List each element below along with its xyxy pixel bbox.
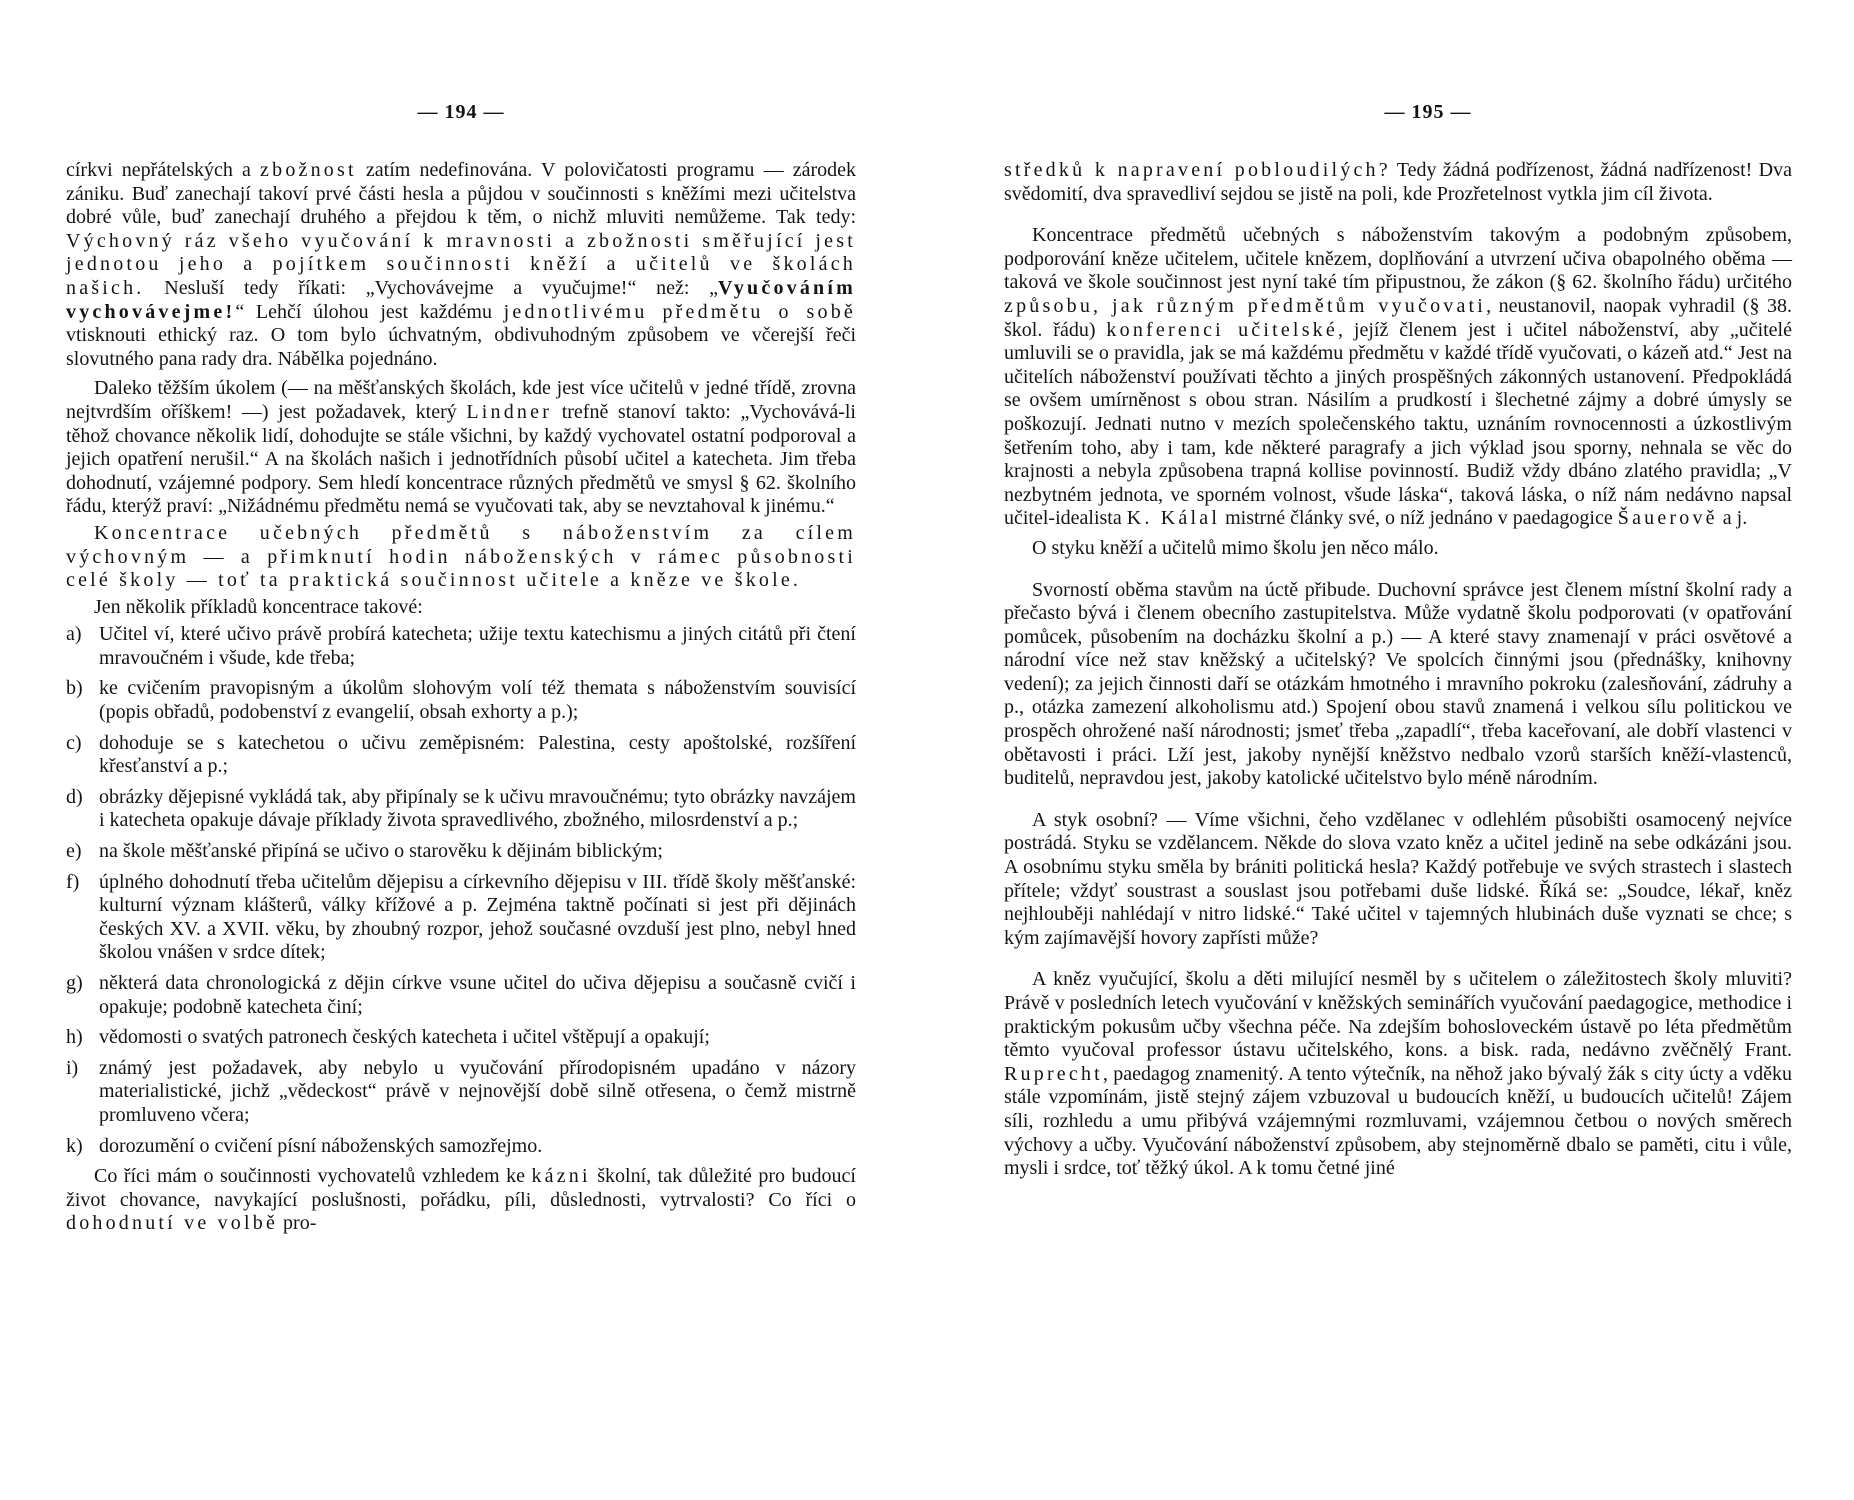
text-run: , jejíž členem jest i učitel náboženství, aby „učitelé umluvili se o pravidla, jak se má každému předmětu v každé třídě vyučovati, o kázeň atd.“ Jest na učitelích náboženství používati těchto a jiných prospěšných zákonných ustanovení. Předpokládá se ovšem umírněnost s obou stran. Násilím a prudkostí i šlechetné zájmy a dobré úmysly se poškozují. Jednati nutno v mezích společenského taktu, uznáním rovnocennosti a úzkostlivým šetřením toho, aby i tam, kde některé paragrafy a jich výklad jsou sporny, nehnala se věc do krajnosti a nebyla způsobena trapná kollise povinností. Budiž vždy dbáno zlatého pravidla; „V nezbytném jednota, ve sporném volnost, všude láska“, taková láska, o níž nám nedávno napsal učitel-idealista	[1004, 318, 1792, 530]
list-item	[66, 786, 856, 833]
emphasized-text: Ruprecht	[1004, 1062, 1103, 1085]
paragraph	[1004, 224, 1792, 531]
emphasized-text: dohodnutí ve volbě	[66, 1212, 279, 1235]
list-item	[66, 623, 856, 670]
list-item-text: vědomosti o svatých patronech českých katecheta i učitel vštěpují a opakují;	[99, 1026, 710, 1049]
list-marker: c)	[66, 731, 82, 754]
list-item-text: dohoduje se s katechetou o učivu zeměpisném: Palestina, cesty apoštolské, rozšíření křesťanství a p.;	[99, 731, 856, 778]
page-number: — 195 —	[1384, 101, 1472, 123]
list-marker: f)	[66, 870, 80, 893]
emphasized-text: zbožnost	[260, 159, 357, 181]
paragraph	[1004, 159, 1792, 206]
paragraph	[1004, 968, 1792, 1180]
list-item-text: některá data chronologická z dějin církve vsune učitel do učiva dějepisu a současně cvičí i opakuje; podobně katecheta činí;	[99, 972, 856, 1018]
text-run: školní, tak důležité pro budoucí život chovance, navykající poslušnosti, pořádku, píli, důslednosti, vytrvalosti? Co říci o	[66, 1165, 856, 1211]
list-item-text: dorozumění o cvičení písní náboženských samozřejmo.	[99, 1134, 543, 1157]
emphasized-text: Vyučováním vychovávejme!	[66, 276, 856, 323]
list-item	[66, 1057, 856, 1128]
text-run: O styku kněží a učitelů mimo školu jen něco málo.	[1032, 536, 1439, 559]
emphasized-text: způsobu, jak různým předmětům vyučovati	[1004, 294, 1487, 317]
emphasized-text: Koncentrace učebných předmětů s náboženstvím za cílem výchovným — a přimknutí hodin náboženských v rámec působnosti celé školy — toť ta praktická součinnost učitele a kněze ve škole.	[66, 521, 856, 592]
emphasized-text: Šauerově	[1617, 507, 1718, 530]
list-item-text: ke cvičením pravopisným a úkolům slohovým volí též themata s náboženstvím souvisící (popis obřadů, podobenství z evangelií, obsah exhorty a p.);	[99, 677, 856, 724]
text-run: zatím nedefinována. V polovičatosti programu — zárodek zániku. Buď zanechají takoví prvé části hesla a půjdou v součinnosti s kněžími mezi učitelstva dobré vůle, buď zanechají druhého a přejdou k těm, o nichž mluviti nemůžeme. Tak tedy:	[66, 159, 857, 229]
left-page	[66, 0, 856, 1236]
left-body	[66, 159, 856, 1236]
emphasized-text: K. Kálal	[1126, 507, 1221, 530]
text-run: a j.	[1717, 507, 1748, 530]
emphasized-text: Lindner	[466, 400, 553, 423]
text-run: Co říci mám o součinnosti vychovatelů vzhledem ke	[94, 1165, 532, 1188]
right-page	[1004, 0, 1792, 1181]
list-marker: d)	[66, 785, 83, 808]
right-body	[1004, 159, 1792, 1181]
emphasized-text: Výchovný ráz všeho vyučování k mravnosti a zbožnosti směřující jest jednotou jeho a pojítkem součinnosti kněží a učitelů ve školách našich.	[66, 229, 856, 299]
text-run: Tedy žádná podřízenost, žádná nadřízenost! Dva svědomití, dva spravedliví sejdou se jistě na poli, kde Prozřetelnost vytkla jim cíl života.	[1004, 159, 1793, 205]
list-item-text: Učitel ví, které učivo právě probírá katecheta; užije textu katechismu a jiných citátů při čtení mravoučném i všude, kde třeba;	[99, 623, 856, 669]
list-item	[66, 732, 856, 779]
emphasized-text: středků k napravení pobloudilých?	[1004, 159, 1391, 181]
text-run: pro-	[278, 1212, 317, 1235]
text-run: Nesluší tedy říkati: „Vychovávejme a vyučujme!“ než: „	[144, 276, 719, 299]
list-item-text: obrázky dějepisné vykládá tak, aby připínaly se k učivu mravoučnému; tyto obrázky navzájem i katecheta opakuje dávaje příklady života spravedlivého, zbožného, milosrdenství a p.;	[99, 785, 856, 832]
emphasized-text: konferenci učitelské	[1106, 318, 1338, 341]
list-item	[66, 1135, 856, 1159]
page-number: — 194 —	[417, 101, 505, 123]
text-run: , neustanovil, naopak vyhradil (§ 38. škol. řádu)	[1004, 294, 1792, 341]
paragraph	[1004, 809, 1792, 951]
list-marker: h)	[66, 1026, 83, 1049]
text-run: Daleko těžším úkolem (— na měšťanských školách, kde jest více učitelů v jedné třídě, zrovna nejtvrdším oříškem! —) jest požadavek, který	[66, 377, 856, 423]
list-marker: e)	[66, 840, 82, 863]
list-marker: a)	[66, 623, 82, 646]
paragraph	[1004, 579, 1792, 791]
text-run: vtisknouti ethický raz. O tom bylo úchvatným, obdivuhodným způsobem ve včerejší řeči slovutného pana rady dra. Nábělka pojednáno.	[66, 324, 856, 370]
text-run: “ Lehčí úlohou jest každému	[235, 300, 504, 323]
list-item	[66, 871, 856, 965]
list-marker: b)	[66, 677, 83, 700]
list-item	[66, 1026, 856, 1050]
text-run: mistrné články své, o níž jednáno v paedagogice	[1220, 507, 1618, 530]
paragraph	[1004, 537, 1792, 561]
paragraph-emphasis	[66, 522, 856, 593]
list-item	[66, 840, 856, 864]
paragraph	[66, 596, 856, 620]
text-run: , paedagog znamenitý. A tento výtečník, na něhož jako bývalý žák s city úcty a vděku stále vzpomínám, jistě stejný zájem vzbuzoval u budoucích kněží, u budoucích učitelů! Zájem síli, rozhledu a umu přibývá vzájemnými rozmluvami, vzájemnou četbou o nových směrech výchovy a učby. Vyučování náboženství způsobem, aby stejnoměrně dbalo se paměti, citu i vůle, mysli i srdce, toť těžký úkol. A k tomu četné jiné	[1004, 1062, 1792, 1180]
text-run: trefně stanoví takto: „Vychovává-li těhož chovance několik lidí, dohodujte se stále všichni, by každý vychovatel ostatní podporoval a jejich opatření nerušil.“ A na školách našich i jednotřídních působí učitel a katecheta. Jim třeba dohodnutí, vzájemné podpory. Sem hledí koncentrace různých předmětů ve smysl § 62. školního řádu, kterýž praví: „Nižádnému předmětu nemá se vyučovati tak, aby se nevztahoval k jinému.“	[66, 400, 856, 518]
list-marker: k)	[66, 1134, 83, 1157]
paragraph	[66, 159, 856, 371]
list-marker: i)	[66, 1056, 79, 1079]
text-run: církvi nepřátelských a	[66, 159, 261, 181]
list-item-text: úplného dohodnutí třeba učitelům dějepisu a církevního dějepisu v III. třídě školy měšťanské: kulturní význam klášterů, války křížové a p. Zejména taktně počínati si jest při dějinách českých XV. a XVII. věku, by zhoubný rozpor, jehož současné ovzduší jest plno, nebyl hned školou vnášen v srdce dítek;	[99, 870, 856, 964]
paragraph	[66, 377, 856, 519]
text-run: A styk osobní? — Víme všichni, čeho vzdělanec v odlehlém působišti osamocený nejvíce postrádá. Styku se vzdělancem. Někde do slova vzato kněz a učitel jedině na sebe odkázáni jsou. A osobnímu styku směla by brániti politická hesla? Každý potřebuje ve svých strastech i slastech přítele; vždyť soustrast a souslast jsou potřebami duše lidské. Říká se: „Soudce, lékař, kněz nejhlouběji nahlédají v nitro lidské.“ Také učitel v tajemných hlubinách duše vyznati se chce; s kým zajímavější hovory zapřísti může?	[1004, 808, 1792, 949]
list-marker: g)	[66, 972, 83, 994]
paragraph	[66, 1165, 856, 1236]
text-run: Svorností oběma stavům na úctě přibude. Duchovní správce jest členem místní školní rady a přečasto bývá i členem obecního zastupitelstva. Může vydatně školu podporovati (v opatřování pomůcek, působením na docházku školní a p.) — A které stavy znamenají v práci osvětové a národní více než stav kněžský a učitelský? Ve spolcích činnými jsou (přednášky, knihovny vedení); za jejich činnosti daří se otázkám hmotného i mravního pokroku (zalesňování, zádruhy a p., otázka zamezení alkoholismu atd.) Spojení obou stavů znamená i velkou sílu politickou ve prospěch ohrožené naší národnosti; jsmeť třeba „zapadlí“, třeba kaceřovaní, ale dobří vlastenci v obětavosti i práci. Lží jest, jakoby nynější kněžstvo nedbalo vzorů starších kněží-vlastenců, buditelů, nepravdou jest, jakoby katolické učitelstvo bylo méně národním.	[1004, 578, 1792, 790]
text-run: A kněz vyučující, školu a děti milující nesměl by s učitelem o záležitostech školy mluviti? Právě v posledních letech vyučování v kněžských seminářích vyučování paedagogice, methodice i praktickým pokusům učby všechna péče. Na zdejším bohosloveckém ústavě po léta předmětům těmto vyučoval professor ústavu učitelského, kons. a bisk. rada, nedávno zvěčnělý Frant.	[1004, 968, 1792, 1062]
emphasized-text: jednotlivému předmětu o sobě	[503, 300, 857, 323]
example-list	[66, 623, 856, 1158]
list-item-text: na škole měšťanské připíná se učivo o starověku k dějinám biblickým;	[99, 840, 663, 863]
list-item	[66, 677, 856, 724]
text-run: Jen několik příkladů koncentrace takové:	[94, 595, 423, 618]
list-item	[66, 972, 856, 1019]
text-run: Koncentrace předmětů učebných s náboženstvím takovým a podobným způsobem, podporování kněze učitelem, učitele knězem, doplňování a utvrzení učiva obapolného oběma — taková ve škole součinnost jest nyní také tím připustnou, že zákon (§ 62. školního řádu) určitého	[1004, 224, 1792, 294]
emphasized-text: kázni	[531, 1165, 591, 1188]
list-item-text: známý jest požadavek, aby nebylo u vyučování přírodopisném upadáno v názory materialistické, jichž „vědeckost“ právě v nejnovější době silně otřesena, o čemž mistrně promluveno včera;	[99, 1056, 856, 1126]
